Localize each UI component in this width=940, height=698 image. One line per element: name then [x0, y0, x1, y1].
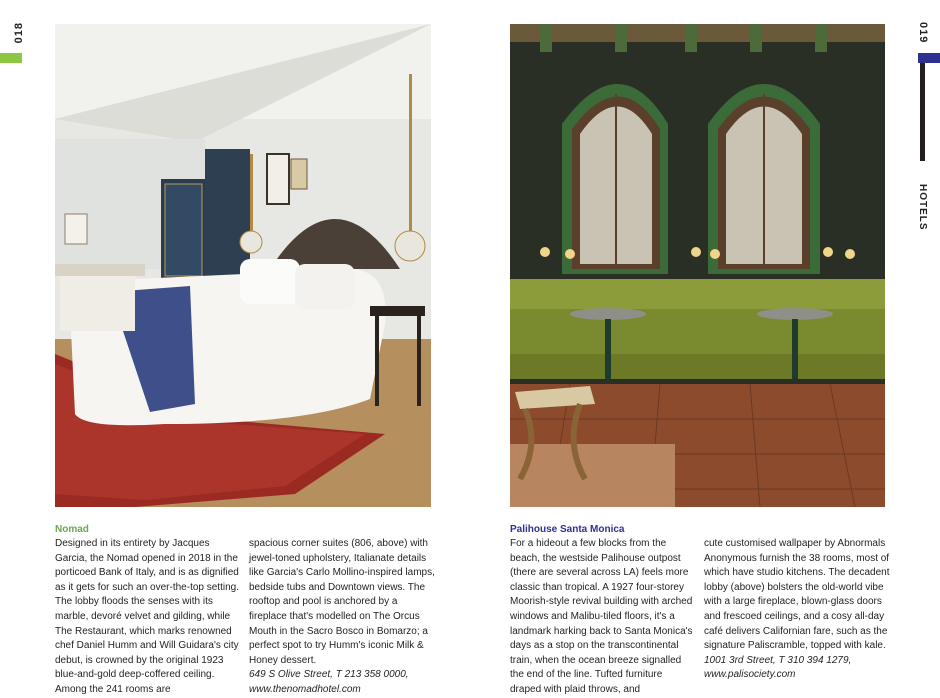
page-number-right: 019: [917, 22, 929, 44]
section-label: HOTELS: [917, 184, 928, 231]
article-palihouse-col2: [704, 537, 890, 683]
website-link[interactable]: www.thenomadhotel.com: [249, 683, 361, 695]
body-text: Designed in its entirety by Jacques Garcia, the Nomad opened in 2018 in the porticoed Bank of Italy, and is as dignified as it gets for such an over-the-top setting. The lobby floods the senses with its marble, devoré velvet and gilding, while The Restaurant, which marks renowned chef Daniel Humm and Will Guidara's city debut, is crowned by the original 1923 blue-and-gold deep-coffered ceiling. Among the 241 rooms are: [55, 538, 239, 695]
page-number-left: 018: [13, 22, 25, 44]
body-text: cute customised wallpaper by Abnormals Anonymous furnish the 38 rooms, most of which have studio kitchens. The decadent lobby (above) bolsters the old-world vibe with a large fireplace, blown-glass doors and frescoed ceilings, and a cosy all-day café delivers Californian fare, such as the signature Paliscramble, topped with kale.: [704, 538, 890, 652]
palihouse-lobby-photo: [510, 24, 885, 507]
body-text: For a hideout a few blocks from the beach, the westside Palihouse outpost (there are several across LA) feels more classic than tropical. A 1927 four-storey Moorish-style revival building with arched windows and Malibu-tiled floors, it's a landmark harking back to Santa Monica's days as a stop on the transcontinental train, when the ocean breeze signalled the end of the line. Tufted furniture draped with plaid throws, and: [510, 538, 693, 695]
page-tab-left: [0, 53, 22, 63]
website-link[interactable]: www.palisociety.com: [704, 669, 796, 681]
page-tab-right: [918, 53, 940, 63]
nomad-bedroom-photo: [55, 24, 431, 507]
article-nomad-col2: [249, 537, 435, 698]
article-nomad-col1: [55, 537, 241, 698]
address: 649 S Olive Street, T 213 358 0000,: [249, 669, 409, 681]
body-text: spacious corner suites (806, above) with jewel-toned upholstery, Italianate details like Garcia's Carlo Mollino-inspired lamps, bedside tubs and Downtown views. The rooftop and pool is anchored by a fireplace that's modelled on The Orcus Mouth in the Sacro Bosco in Bomarzo; a perfect spot to try Humm's iconic Milk & Honey dessert.: [249, 538, 435, 666]
address: 1001 3rd Street, T 310 394 1279,: [704, 654, 852, 666]
article-palihouse-col1: [510, 537, 696, 698]
article-title-nomad: Nomad: [55, 524, 89, 535]
article-title-palihouse: Palihouse Santa Monica: [510, 524, 625, 535]
section-rule: [920, 63, 925, 161]
